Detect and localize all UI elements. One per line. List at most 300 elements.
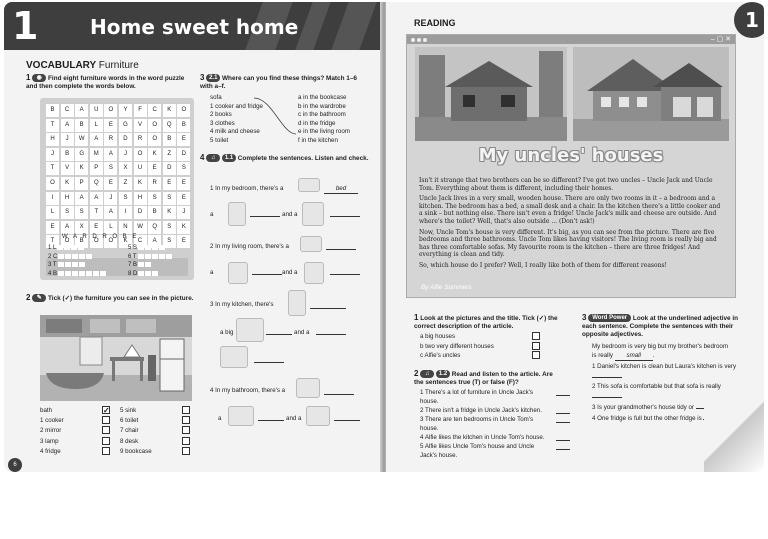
answer-line[interactable]	[128, 261, 172, 270]
article-title: My uncles' houses	[478, 145, 664, 166]
and-a-text: and a	[286, 415, 302, 422]
r-ex3-instruction	[582, 314, 742, 339]
checkbox[interactable]	[532, 351, 540, 359]
tick-item-label: 9 bookcase	[120, 447, 152, 455]
word-search-cell[interactable]: B	[148, 206, 161, 219]
article-window	[406, 34, 736, 298]
answer-prefix: 7 B	[128, 262, 138, 269]
opposite-sentence: 1 Daniel's kitchen is clean but Laura's kitchen is very	[592, 363, 737, 370]
word-search-cell[interactable]: D	[119, 133, 132, 146]
headphones-icon: ♫	[420, 370, 434, 378]
statement-text: 3 There are ten bedrooms in Uncle Tom's house.	[420, 416, 534, 432]
word-search-cell[interactable]: H	[46, 133, 59, 146]
option-row	[420, 351, 540, 360]
answer-prefix: 2 C	[48, 253, 58, 260]
word-search-cell[interactable]: F	[134, 104, 147, 117]
word-search-cell[interactable]: K	[119, 235, 132, 248]
word-search-cell[interactable]: B	[163, 133, 176, 146]
word-search-cell[interactable]: Q	[90, 177, 103, 190]
true-false-item	[420, 415, 570, 433]
r-ex2-number: 2	[414, 369, 419, 378]
opposite-answer-blank[interactable]	[592, 391, 622, 398]
word-search-cell[interactable]: P	[75, 177, 88, 190]
word-search-cell[interactable]: R	[104, 133, 117, 146]
answer-blank[interactable]	[258, 420, 284, 421]
tick-item	[40, 406, 110, 415]
tick-item	[120, 437, 190, 446]
answer-line[interactable]	[128, 253, 172, 262]
ex4-sentence-4	[210, 386, 285, 395]
word-search-cell[interactable]: D	[163, 162, 176, 175]
checkbox[interactable]	[182, 437, 190, 445]
unit-number: 1	[12, 4, 39, 48]
word-search-cell[interactable]: E	[104, 177, 117, 190]
word-search-cell[interactable]: P	[90, 162, 103, 175]
unit-title: Home sweet home	[90, 15, 299, 39]
header-stripe	[331, 2, 376, 50]
ex4-instruction	[200, 154, 370, 163]
checkbox[interactable]	[182, 416, 190, 424]
a-label: a	[210, 211, 214, 218]
ex4-sentence-2	[210, 242, 289, 251]
r-ex1-number: 1	[414, 313, 419, 322]
big-house-photo	[573, 47, 729, 141]
kitchen-illustration	[40, 315, 192, 401]
ex4-row-2b	[210, 268, 213, 277]
word-search-cell[interactable]: O	[148, 119, 161, 132]
answer-line[interactable]	[48, 253, 106, 262]
window-dot-icon	[423, 38, 427, 42]
tick-item	[120, 416, 190, 425]
ex4-text: Complete the sentences. Listen and check.	[237, 155, 369, 162]
answer-prefix: 3 T	[48, 262, 57, 269]
answer-prefix: 1 L	[48, 245, 57, 251]
r-ex1-instruction	[414, 314, 564, 331]
word-search-cell[interactable]: A	[75, 104, 88, 117]
ex3-instruction	[200, 74, 370, 91]
match-item-right[interactable]: b in the wardrobe	[298, 102, 346, 110]
word-search-cell[interactable]: O	[104, 235, 117, 248]
true-false-item	[420, 442, 570, 460]
wooden-house-photo	[415, 47, 567, 141]
word-search-cell[interactable]: S	[148, 192, 161, 205]
word-search-cell[interactable]: K	[163, 206, 176, 219]
checkbox[interactable]	[532, 342, 540, 350]
ex4-number: 4	[200, 153, 205, 162]
ex4-badge: 1.1	[222, 154, 236, 162]
bookcase-picture	[302, 202, 324, 226]
example-sentence: My bedroom is very big but my brother's bedroom is really	[592, 343, 728, 359]
page-curl	[704, 394, 764, 472]
checkbox[interactable]	[182, 447, 190, 455]
tick-item-label: 1 cooker	[40, 417, 64, 425]
ex1-number: 1	[26, 73, 31, 82]
tick-item	[40, 426, 110, 435]
word-search-cell[interactable]: T	[46, 162, 59, 175]
word-search-cell[interactable]: O	[46, 177, 59, 190]
chair-picture	[304, 262, 324, 284]
audio-icon: ◉	[32, 74, 46, 82]
vocabulary-heading	[26, 60, 139, 71]
answer-blank[interactable]	[266, 334, 292, 335]
match-item-right[interactable]: f in the kitchen	[298, 136, 338, 144]
word-search-cell[interactable]: U	[90, 104, 103, 117]
tick-item	[120, 406, 190, 415]
word-search-cell[interactable]: E	[177, 235, 190, 248]
ex2-right-list	[120, 406, 190, 457]
word-search-cell[interactable]: L	[46, 206, 59, 219]
word-search-cell[interactable]: Z	[119, 177, 132, 190]
tf-answer-blank[interactable]	[556, 406, 570, 414]
tick-item-label: 8 desk	[120, 437, 139, 445]
answer-line[interactable]	[48, 261, 106, 270]
sofa-picture	[300, 236, 322, 252]
answer-blank[interactable]	[330, 274, 360, 275]
bed-picture	[298, 178, 320, 192]
true-false-item	[420, 388, 570, 406]
word-search-cell[interactable]: E	[46, 221, 59, 234]
word-search-cell[interactable]: O	[61, 235, 74, 248]
answer-blank[interactable]	[324, 394, 354, 395]
word-search-cell[interactable]: G	[119, 119, 132, 132]
ex3-number: 3	[200, 73, 205, 82]
ex4-answer-1[interactable]: bed	[324, 184, 358, 194]
right-page	[386, 2, 764, 472]
word-search-cell[interactable]: O	[104, 104, 117, 117]
ex4-sentence-3	[210, 300, 273, 309]
word-search-cell[interactable]: B	[75, 119, 88, 132]
option-row	[420, 342, 540, 351]
option-label: a big houses	[420, 333, 456, 340]
word-search-cell[interactable]: E	[148, 162, 161, 175]
statement-text: 2 There isn't a fridge in Uncle Jack's kitchen.	[420, 407, 542, 414]
word-search-cell[interactable]: J	[46, 148, 59, 161]
answer-blank[interactable]	[310, 308, 346, 309]
word-search-cell[interactable]: S	[163, 235, 176, 248]
opposite-sentence: 4 One fridge is full but the other fridge is	[592, 415, 702, 422]
match-item-right[interactable]: e in the living room	[298, 128, 350, 136]
word-search-cell[interactable]: B	[75, 235, 88, 248]
ex1-text: Find eight furniture words in the word puzzle and then complete the words below.	[26, 75, 185, 90]
pencil-icon: ✎	[32, 294, 46, 302]
match-example-line	[252, 94, 300, 144]
window-controls-icon: – ▢ ✕	[710, 36, 731, 43]
article-byline: By Alfie Summers	[421, 284, 472, 291]
opposite-answer-blank[interactable]	[592, 371, 622, 378]
answers-left	[48, 244, 106, 278]
match-item-right[interactable]: c in the bathroom	[298, 111, 346, 119]
word-power-badge: Word Power	[588, 314, 631, 322]
tf-answer-blank[interactable]	[556, 415, 570, 423]
true-false-item	[420, 406, 570, 415]
answer-line[interactable]	[48, 270, 106, 279]
tick-item-label: 7 chair	[120, 427, 139, 435]
left-page	[4, 2, 382, 472]
sentence-text: 4 In my bathroom, there's a	[210, 387, 286, 394]
ex2-instruction	[26, 294, 196, 303]
sentence-text: 1 In my bedroom, there's a	[210, 185, 284, 192]
answer-blank[interactable]	[254, 362, 284, 363]
word-search-cell[interactable]: O	[148, 133, 161, 146]
word-search-cell[interactable]: J	[104, 192, 117, 205]
article-paragraph: Now, Uncle Tom's house is very different. It's big, as you can see from the picture. There are five bedrooms and three bathrooms. Uncle Tom likes having visitors! The living room is really big and has three comfortable sofas. My favourite room is the kitchen – there are three fridges! And everything is clean and tidy.	[419, 228, 717, 259]
vocabulary-topic: Furniture	[98, 60, 139, 71]
word-search-cell[interactable]: E	[177, 192, 190, 205]
word-search-cell[interactable]: B	[46, 104, 59, 117]
answer-prefix: 5 S	[128, 245, 138, 251]
article-paragraph: Isn't it strange that two brothers can be so different? I've got two uncles – Uncle Jack and Uncle Tom. Everything about them is different, including their homes.	[419, 177, 713, 192]
sentence-text: 3 In my kitchen, there's	[210, 301, 274, 308]
vocabulary-label: VOCABULARY	[26, 60, 97, 71]
bath-picture	[228, 406, 254, 426]
article-paragraph: Uncle Jack lives in a very small, wooden house. There are only two rooms in it – a bedroom and a kitchen. The bedroom has a bed, a small desk and a chair. In the kitchen there's a little cooker and a sink – but nothing else. There isn't even a fridge! Uncle Jack's milk and cheese are outside. And where's the toilet? Well, that's also outside ... (Don't ask!)	[419, 195, 721, 225]
word-search-cell[interactable]: J	[119, 148, 132, 161]
option-label: c Alfie's uncles	[420, 352, 461, 360]
statement-text: 1 There's a lot of furniture in Uncle Jack's house.	[420, 389, 533, 405]
match-item-left[interactable]: 2 books	[210, 111, 232, 119]
toilet-picture	[306, 406, 330, 426]
reading-heading: READING	[414, 18, 456, 28]
and-a-text: and a	[282, 269, 298, 276]
word-search-cell[interactable]: E	[177, 133, 190, 146]
tick-item	[40, 437, 110, 446]
word-search-cell[interactable]: X	[119, 162, 132, 175]
answer-blank[interactable]	[316, 334, 346, 335]
tick-item	[40, 416, 110, 425]
word-search-cell[interactable]: A	[61, 119, 74, 132]
r-ex1-text: Look at the pictures and the title. Tick (✓) the correct description of the article.	[414, 315, 558, 330]
sink-picture	[296, 378, 320, 398]
word-search-cell[interactable]: S	[61, 206, 74, 219]
checkbox[interactable]	[102, 416, 110, 424]
word-search-cell[interactable]: S	[119, 192, 132, 205]
word-search-cell[interactable]: K	[177, 221, 190, 234]
tf-answer-blank[interactable]	[556, 388, 570, 396]
word-search-cell[interactable]: S	[104, 162, 117, 175]
tick-item-label: 4 fridge	[40, 447, 61, 455]
unit-number-badge: 1	[734, 2, 764, 38]
word-search-cell[interactable]: C	[134, 235, 147, 248]
window-dot-icon	[417, 38, 421, 42]
tick-item	[120, 426, 190, 435]
word-search-cell[interactable]: C	[148, 104, 161, 117]
window-dot-icon	[411, 38, 415, 42]
word-search-cell[interactable]: D	[177, 148, 190, 161]
option-label: b two very different houses	[420, 342, 494, 350]
word-search-cell[interactable]: A	[90, 192, 103, 205]
match-item-right[interactable]: a in the bookcase	[298, 94, 347, 101]
and-a-text: and a	[282, 211, 298, 218]
answer-blank[interactable]	[326, 249, 356, 250]
word-search-cell[interactable]: U	[134, 162, 147, 175]
checkbox[interactable]	[102, 426, 110, 434]
word-search-cell[interactable]: H	[134, 192, 147, 205]
word-search-cell[interactable]: W	[75, 133, 88, 146]
word-search-cell[interactable]: K	[163, 104, 176, 117]
word-search-cell[interactable]: W	[134, 221, 147, 234]
word-search-cell[interactable]: L	[104, 221, 117, 234]
word-search-cell[interactable]: K	[61, 177, 74, 190]
word-search-cell[interactable]: Y	[119, 104, 132, 117]
answer-prefix: 4 B	[48, 270, 58, 277]
word-search-cell[interactable]: X	[75, 221, 88, 234]
opposite-sentence: 2 This sofa is comfortable but that sofa is really	[592, 383, 721, 390]
word-search-cell[interactable]: N	[119, 221, 132, 234]
ex4-row-1b	[210, 210, 213, 219]
answer-line[interactable]	[128, 270, 172, 279]
word-search-cell[interactable]: R	[134, 133, 147, 146]
ex2-text: Tick (✓) the furniture you can see in the picture.	[48, 295, 194, 302]
word-search-cell[interactable]: T	[46, 235, 59, 248]
answer-blank[interactable]	[250, 216, 280, 217]
answer-line[interactable]	[48, 244, 106, 253]
option-row	[420, 332, 540, 341]
word-search-cell[interactable]: J	[177, 206, 190, 219]
ex3-badge: 2.1	[206, 74, 220, 82]
word-search-grid	[46, 104, 190, 248]
word-search-cell[interactable]: E	[177, 177, 190, 190]
article-body	[419, 177, 723, 273]
a-label: a	[210, 269, 214, 276]
word-search-cell[interactable]: K	[75, 162, 88, 175]
answer-blank[interactable]	[334, 420, 360, 421]
ticked-checkbox[interactable]: ✓	[103, 406, 110, 415]
word-search-cell[interactable]: O	[90, 235, 103, 248]
answer-prefix: 8 D	[128, 270, 138, 277]
word-search-cell[interactable]: G	[75, 148, 88, 161]
true-false-item	[420, 433, 570, 442]
word-search-cell[interactable]: E	[163, 177, 176, 190]
cooker-picture	[220, 346, 248, 368]
answer-line[interactable]	[128, 244, 172, 253]
r-ex2-badge: 1.2	[436, 370, 450, 378]
example-answer[interactable]: small	[615, 351, 653, 361]
word-search-cell[interactable]: E	[104, 119, 117, 132]
word-search-cell[interactable]: S	[75, 206, 88, 219]
fridge-picture	[288, 290, 306, 316]
word-search-cell[interactable]: I	[46, 192, 59, 205]
r-ex1-options	[420, 332, 560, 361]
word-search-cell[interactable]: B	[177, 119, 190, 132]
checkbox[interactable]	[182, 406, 190, 414]
sentence-text: 2 In my living room, there's a	[210, 243, 289, 250]
wardrobe-picture	[228, 202, 246, 226]
checkbox[interactable]	[102, 447, 110, 455]
and-a-text: and a	[294, 329, 310, 336]
word-search-cell[interactable]: M	[90, 148, 103, 161]
word-search-cell[interactable]: A	[90, 133, 103, 146]
word-search-cell[interactable]: S	[163, 221, 176, 234]
a-big-text: a big	[220, 329, 234, 336]
match-item-right[interactable]: d in the fridge	[298, 119, 336, 127]
answer-prefix: 6 T	[128, 253, 137, 260]
word-search-cell[interactable]: H	[61, 192, 74, 205]
word-search-cell[interactable]: A	[104, 148, 117, 161]
word-search-cell[interactable]: E	[90, 221, 103, 234]
word-search-cell[interactable]: Q	[163, 119, 176, 132]
word-search-cell[interactable]: O	[177, 104, 190, 117]
word-search-cell[interactable]: T	[46, 119, 59, 132]
word-search-cell[interactable]: A	[61, 221, 74, 234]
word-search-cell[interactable]: I	[119, 206, 132, 219]
tick-item	[40, 447, 110, 456]
checkbox[interactable]	[102, 437, 110, 445]
ex4-row-4b	[218, 414, 221, 423]
checkbox[interactable]	[182, 426, 190, 434]
word-search-cell[interactable]: A	[75, 192, 88, 205]
example-word: W A R D R O B E	[62, 234, 139, 240]
word-search-cell[interactable]: A	[104, 206, 117, 219]
tf-answer-blank[interactable]	[556, 442, 570, 450]
tick-item-label: 6 toilet	[120, 417, 139, 425]
tick-item-label: bath	[40, 407, 53, 414]
word-search-cell[interactable]: S	[177, 162, 190, 175]
word-search-cell[interactable]: L	[90, 119, 103, 132]
statement-text: 4 Alfie likes the kitchen in Uncle Tom's house.	[420, 434, 545, 441]
word-search-cell[interactable]: V	[61, 162, 74, 175]
r-ex2-instruction	[414, 370, 564, 387]
browser-bar	[407, 35, 735, 44]
word-search-cell[interactable]: C	[61, 104, 74, 117]
answer-blank[interactable]	[252, 274, 282, 275]
book-spread	[4, 2, 764, 472]
word-search-cell[interactable]: R	[148, 177, 161, 190]
background	[0, 472, 768, 539]
page-number: 6	[8, 458, 22, 472]
word-search-cell[interactable]: K	[148, 148, 161, 161]
r-ex3-example: My bedroom is very big but my brother's bedroom is really small .	[592, 343, 728, 359]
word-search-cell[interactable]: A	[148, 235, 161, 248]
lamp-picture	[228, 262, 248, 284]
word-search-cell[interactable]: J	[61, 133, 74, 146]
match-item-left[interactable]: 5 toilet	[210, 136, 229, 144]
match-item-left[interactable]: 3 clothes	[210, 119, 235, 127]
article-paragraph: So, which house do I prefer? Well, I really like both of them for different reasons!	[419, 261, 667, 269]
word-search-cell[interactable]: D	[134, 206, 147, 219]
word-search-cell[interactable]: O	[134, 148, 147, 161]
a-label: a	[218, 415, 222, 422]
answers-right	[128, 244, 172, 278]
match-item-left[interactable]: 4 milk and cheese	[210, 128, 260, 136]
unit-header-band	[4, 2, 382, 50]
checkbox[interactable]	[532, 332, 540, 340]
ex2-number: 2	[26, 293, 31, 302]
answer-blank[interactable]	[330, 216, 360, 217]
word-search-cell[interactable]: B	[61, 148, 74, 161]
word-search-cell[interactable]: T	[90, 206, 103, 219]
tick-item	[120, 447, 190, 456]
r-ex3-text: Look at the underlined adjective in each sentence. Complete the sentences with their opposite adjectives.	[582, 315, 739, 338]
ex2-left-list	[40, 406, 110, 457]
ex3-right-list	[298, 94, 350, 146]
word-search-cell[interactable]: V	[134, 119, 147, 132]
word-search-cell[interactable]: Z	[163, 148, 176, 161]
opposite-item	[592, 362, 742, 381]
statement-text: 5 Alfie likes Uncle Tom's house and Uncle Jack's house.	[420, 443, 535, 459]
tf-answer-blank[interactable]	[556, 433, 570, 441]
ex1-instruction	[26, 74, 194, 91]
ex4-sentence-1	[210, 184, 283, 193]
match-item-left[interactable]: sofa	[210, 94, 222, 101]
tick-item-label: 3 lamp	[40, 437, 59, 445]
word-search-cell[interactable]: Q	[148, 221, 161, 234]
match-item-left[interactable]: 1 cooker and fridge	[210, 102, 263, 110]
table-picture	[236, 318, 264, 342]
r-ex2-text: Read and listen to the article. Are the sentences true (T) or false (F)?	[414, 371, 553, 386]
word-search-cell[interactable]: K	[134, 177, 147, 190]
header-stripe	[295, 2, 330, 50]
word-search-cell[interactable]: S	[163, 192, 176, 205]
